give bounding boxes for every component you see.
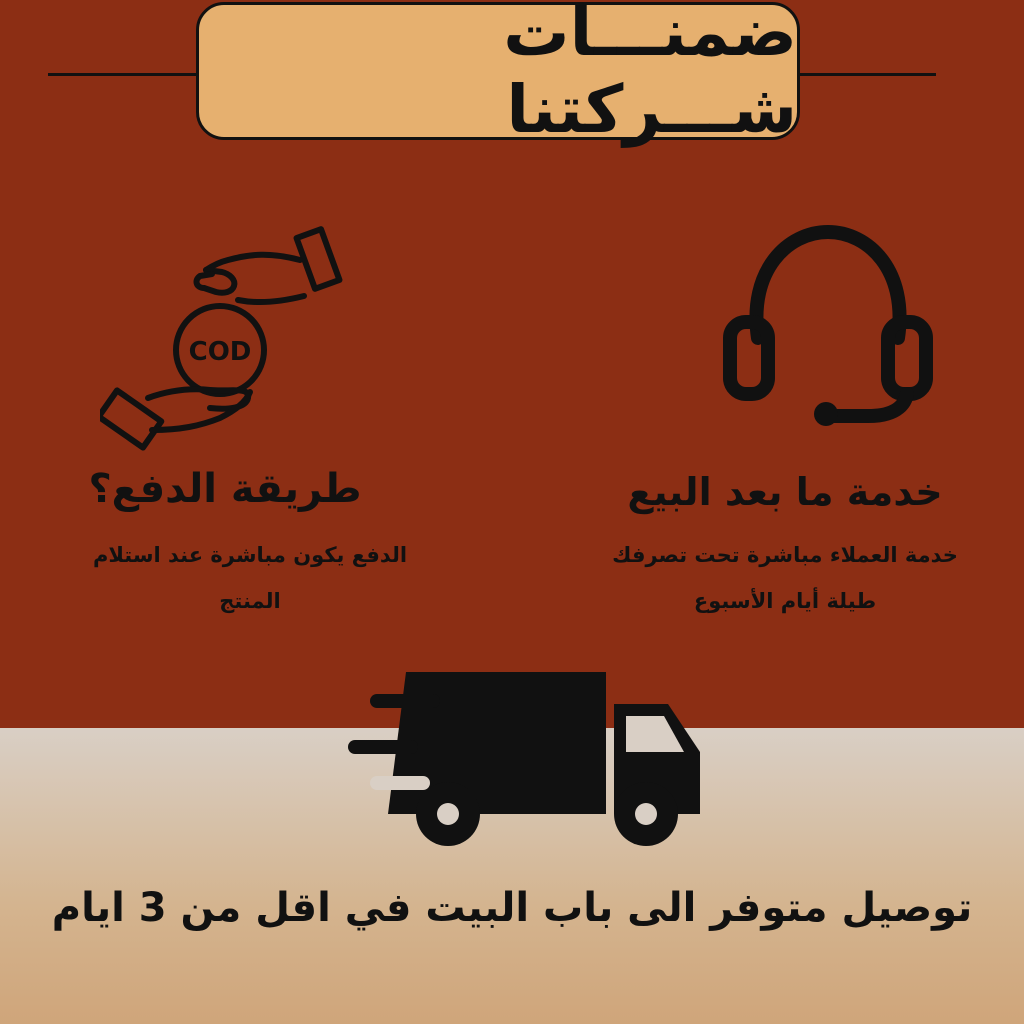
delivery-truck-icon [344, 664, 708, 850]
coin-label: COD [188, 337, 252, 367]
cod-heading: طريقة الدفع؟ [88, 466, 362, 512]
support-description-line2: طيلة أيام الأسبوع [693, 589, 877, 613]
cod-description-line1: الدفع يكون مباشرة عند استلام [92, 543, 408, 567]
title-banner [196, 0, 800, 148]
support-heading: خدمة ما بعد البيع [627, 470, 943, 514]
cod-payment-hands-icon [100, 222, 350, 460]
cod-description-line2: المنتج [219, 589, 281, 613]
title-rule-left [48, 73, 198, 76]
support-description-line1: خدمة العملاء مباشرة تحت تصرفك [612, 543, 958, 567]
headset-icon [718, 220, 938, 432]
page-title: ضمنـــات شـــركتنا [503, 0, 797, 148]
title-rule-right [800, 73, 936, 76]
delivery-text: توصيل متوفر الى باب البيت في اقل من 3 ايام [51, 885, 973, 931]
